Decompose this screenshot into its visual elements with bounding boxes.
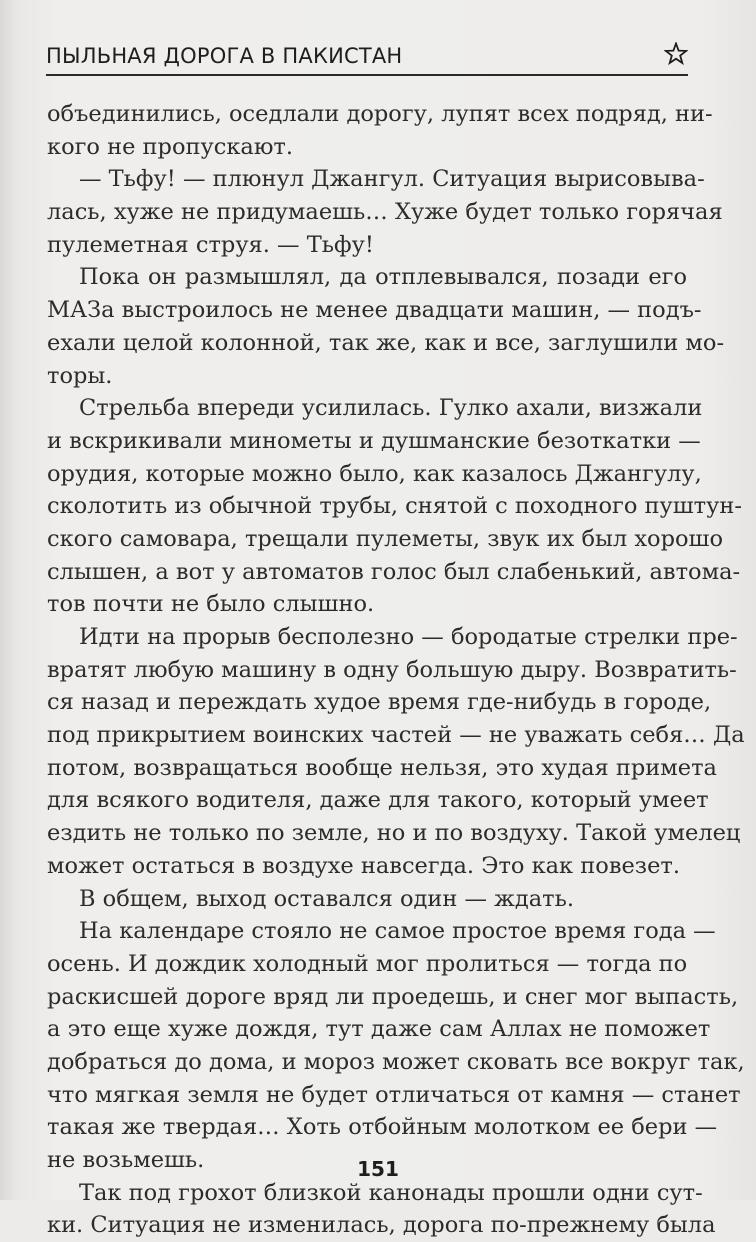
text-line: сколотить из обычной трубы, снятой с походного пуштун- <box>47 493 742 520</box>
body-text <box>47 98 745 1242</box>
text-line: объединились, оседлали дорогу, лупят всех подряд, ни- <box>47 101 713 127</box>
paragraph <box>47 621 745 883</box>
text-line: не возьмешь. <box>47 1147 205 1173</box>
paragraph <box>47 163 723 261</box>
text-line: тов почти не было слышно. <box>47 591 375 618</box>
text-line: Так под грохот близкой канонады прошли одни сут- <box>79 1179 703 1206</box>
paragraph <box>47 261 725 392</box>
paragraph <box>47 915 745 1177</box>
paragraph <box>47 883 687 916</box>
text-line: для всякого водителя, даже для такого, который умеет <box>47 787 709 814</box>
text-line: ского самовара, трещали пулеметы, звук их был хорошо <box>47 525 723 552</box>
text-line: ся назад и переждать худое время где-нибудь в городе, <box>47 689 712 716</box>
text-line: добраться до дома, и мороз может сковать все вокруг так, <box>47 1048 745 1075</box>
running-title: ПЫЛЬНАЯ ДОРОГА В ПАКИСТАН <box>46 44 403 68</box>
text-line: лась, хуже не придумаешь… Хуже будет только горячая <box>47 199 723 226</box>
text-line: МАЗа выстроилось не менее двадцати машин, — подъ- <box>47 297 702 324</box>
text-line: ехали целой колонной, так же, как и все, заглушили мо- <box>47 329 725 356</box>
paragraph <box>47 392 742 621</box>
paragraph <box>47 1177 716 1242</box>
text-line: Идти на прорыв бесполезно — бородатые стрелки пре- <box>79 624 738 650</box>
page-number: 151 <box>357 1157 399 1181</box>
text-line: ки. Ситуация не изменилась, дорога по-прежнему была <box>47 1212 716 1239</box>
text-line: осень. И дождик холодный мог пролиться — тогда по <box>47 950 688 977</box>
running-header <box>46 40 688 74</box>
text-line: раскисшей дороге вряд ли проедешь, и снег мог выпасть, <box>47 983 739 1010</box>
text-line: слышен, а вот у автоматов голос был слабенький, автома- <box>47 558 741 585</box>
star-outline-icon <box>664 42 688 66</box>
text-line: торы. <box>47 362 113 389</box>
text-line: кого не пропускают. <box>47 133 294 160</box>
text-line: орудия, которые можно было, как казалось Джангулу, <box>47 460 702 487</box>
text-line: Пока он размышлял, да отплевывался, позади его <box>79 264 687 291</box>
text-line: что мягкая земля не будет отличаться от камня — станет <box>47 1081 741 1108</box>
text-line: пулеметная струя. — Тьфу! <box>47 231 374 258</box>
text-line: ездить не только по земле, но и по воздуху. Такой умелец <box>47 820 741 847</box>
text-line: — Тьфу! — плюнул Джангул. Ситуация вырисовыва- <box>79 166 705 193</box>
text-line: может остаться в воздухе навсегда. Это как повезет. <box>47 852 680 879</box>
text-line: а это еще хуже дождя, тут даже сам Аллах не поможет <box>47 1016 711 1043</box>
text-line: и вскрикивали минометы и душманские безоткатки — <box>47 427 701 454</box>
header-divider <box>46 74 688 76</box>
text-line: потом, возвращаться вообще нельзя, это худая примета <box>47 754 717 781</box>
text-line: Стрельба впереди усилилась. Гулко ахали, визжали <box>79 395 703 422</box>
text-line: под прикрытием воинских частей — не уважать себя… Да <box>47 722 745 749</box>
paragraph <box>47 98 713 163</box>
text-line: В общем, выход оставался один — ждать. <box>79 885 574 912</box>
text-line: вратят любую машину в одну большую дыру. Возвратить- <box>47 656 737 683</box>
text-line: такая же твердая… Хоть отбойным молотком ее бери — <box>47 1114 718 1141</box>
text-line: На календаре стояло не самое простое время года — <box>79 918 716 945</box>
